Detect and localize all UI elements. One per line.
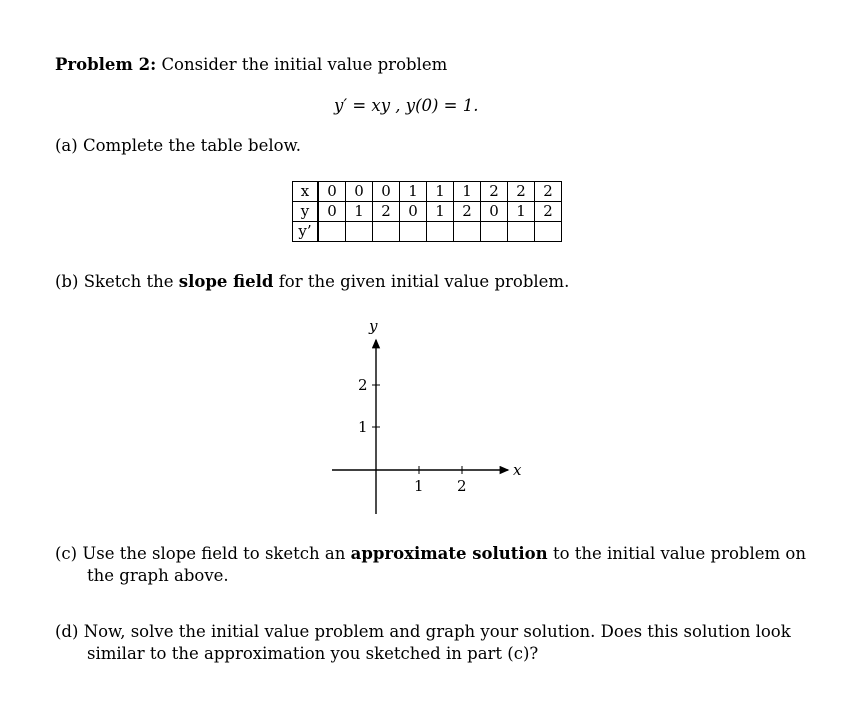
table-cell: 1 — [427, 202, 454, 222]
row-label-x: x — [293, 182, 319, 202]
problem-label: Problem 2: — [55, 55, 157, 74]
table-cell: 0 — [318, 202, 346, 222]
table-cell-blank — [427, 222, 454, 242]
table-cell: 0 — [318, 182, 346, 202]
part-a-text: Complete the table below. — [82, 136, 301, 155]
x-axis-label: x — [513, 461, 522, 479]
row-label-y: y — [293, 202, 319, 222]
table-cell: 2 — [373, 202, 400, 222]
y-tick-label-2: 2 — [358, 376, 368, 394]
table-cell: 2 — [454, 202, 481, 222]
part-d-line-2: similar to the approximation you sketched in part (c)? — [87, 644, 539, 663]
part-a-label: (a) — [55, 136, 78, 155]
part-b-text-before: Sketch the — [83, 272, 174, 291]
values-table — [292, 181, 562, 242]
table-row-x — [293, 182, 562, 202]
table-row-y — [293, 202, 562, 222]
part-b-bold: slope field — [178, 272, 274, 291]
slope-field-graph — [320, 310, 550, 525]
table-cell: 0 — [346, 182, 373, 202]
y-tick-label-1: 1 — [358, 418, 368, 436]
part-c-line-1 — [55, 543, 806, 565]
part-d-text: Now, solve the initial value problem and graph your solution. Does this solution look — [83, 622, 791, 641]
x-tick-label-1: 1 — [414, 477, 424, 495]
y-axis-label: y — [369, 317, 378, 335]
table-cell-blank — [454, 222, 481, 242]
row-label-yprime: y’ — [293, 222, 319, 242]
ivp-equation: y′ = xy , y(0) = 1. — [334, 96, 479, 115]
part-c-text-after: to the initial value problem on — [552, 544, 806, 563]
table-cell: 1 — [427, 182, 454, 202]
table-cell: 1 — [508, 202, 535, 222]
table-cell: 0 — [481, 202, 508, 222]
part-c-text-before: Use the slope field to sketch an — [82, 544, 346, 563]
table-cell: 1 — [400, 182, 427, 202]
table-cell-blank — [508, 222, 535, 242]
part-d-line-1 — [55, 621, 791, 643]
problem-intro: Consider the initial value problem — [161, 55, 448, 74]
table-cell-blank — [373, 222, 400, 242]
table-cell-blank — [318, 222, 346, 242]
table-cell: 0 — [400, 202, 427, 222]
part-c-line-2: the graph above. — [87, 566, 229, 585]
table-cell-blank — [481, 222, 508, 242]
part-b-label: (b) — [55, 272, 79, 291]
table-cell: 0 — [373, 182, 400, 202]
table-cell: 2 — [535, 202, 562, 222]
part-d-label: (d) — [55, 622, 79, 641]
table-cell: 2 — [535, 182, 562, 202]
x-tick-label-2: 2 — [457, 477, 467, 495]
part-c-bold: approximate solution — [350, 544, 548, 563]
table-cell-blank — [346, 222, 373, 242]
table-cell-blank — [535, 222, 562, 242]
table-row-yprime — [293, 222, 562, 242]
table-cell: 1 — [454, 182, 481, 202]
problem-heading — [55, 54, 447, 76]
table-cell-blank — [400, 222, 427, 242]
table-cell: 2 — [508, 182, 535, 202]
table-cell: 1 — [346, 202, 373, 222]
part-c-label: (c) — [55, 544, 78, 563]
part-b-text-after: for the given initial value problem. — [278, 272, 570, 291]
table-cell: 2 — [481, 182, 508, 202]
part-b — [55, 271, 569, 293]
part-a — [55, 135, 301, 157]
